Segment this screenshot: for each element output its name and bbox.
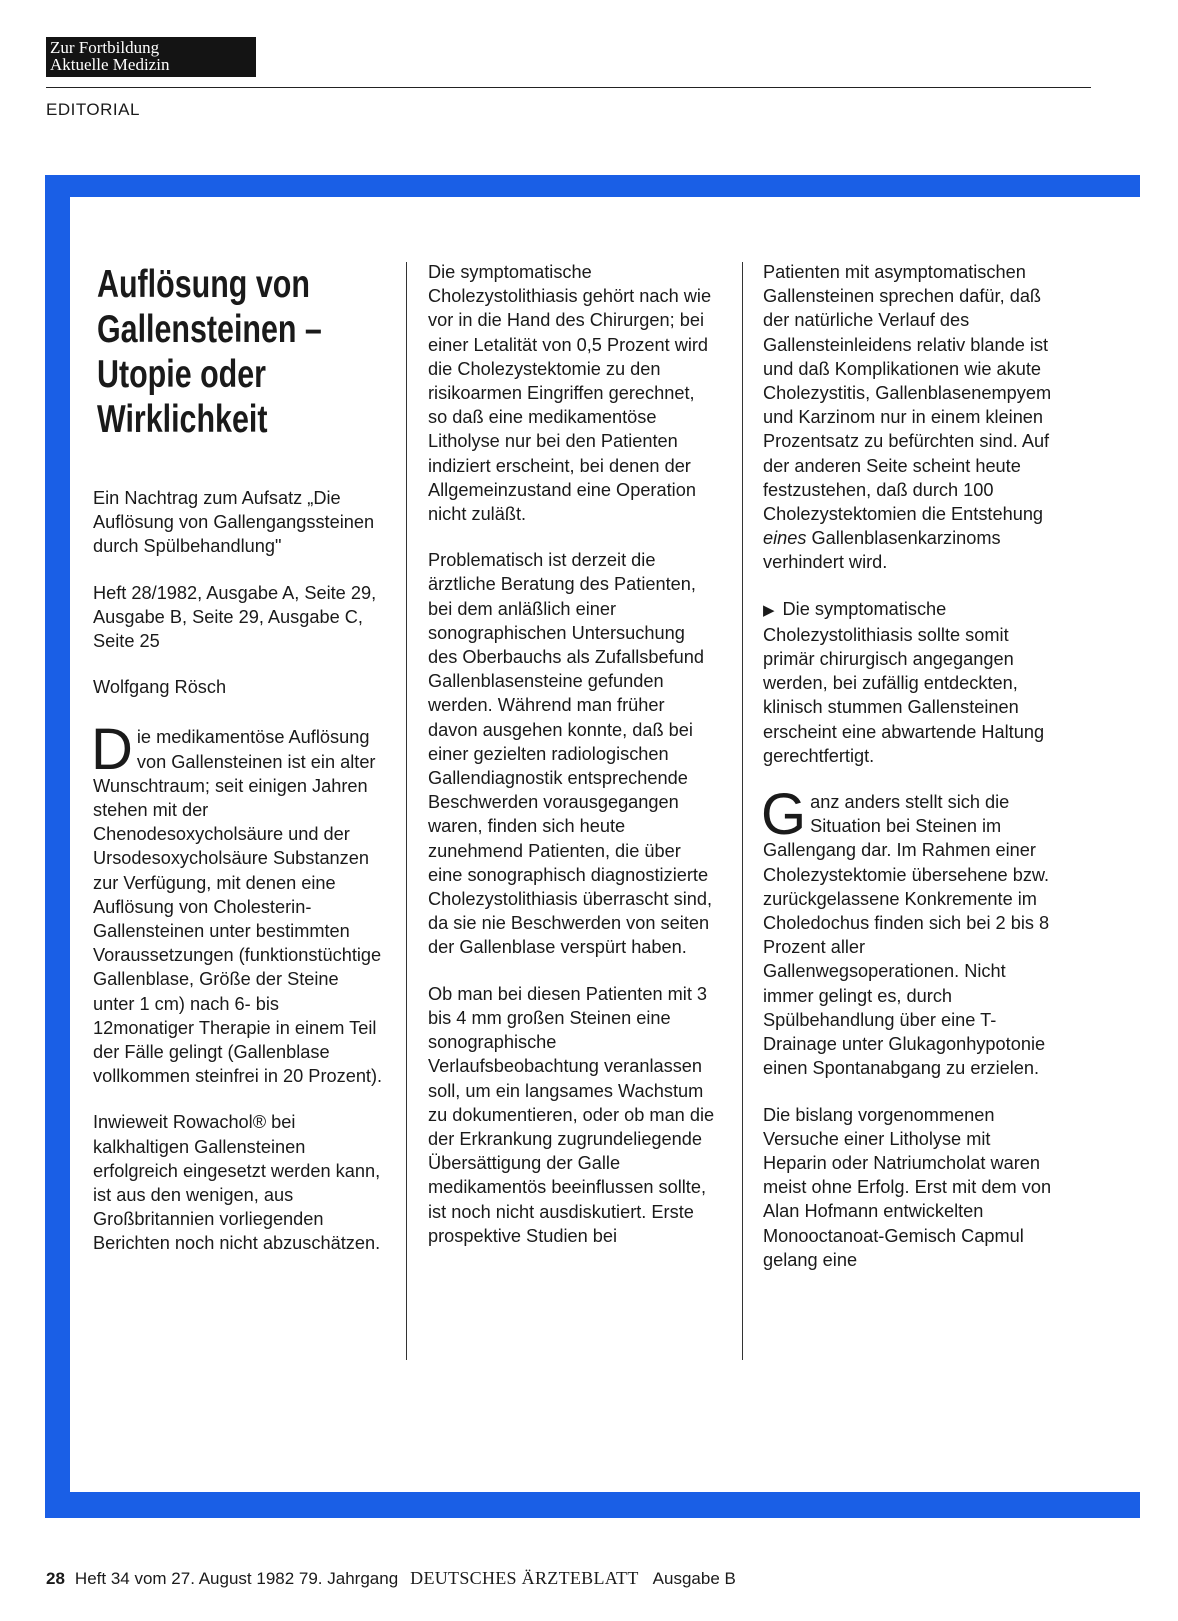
paragraph bbox=[91, 717, 385, 1088]
column-2 bbox=[428, 260, 718, 1270]
header-rule bbox=[46, 87, 1091, 88]
section-tag-line1: Zur Fortbildung bbox=[50, 38, 160, 57]
page-footer bbox=[46, 1568, 736, 1589]
paragraph: Inwieweit Rowachol® bei kalkhaltigen Gallensteinen erfolgreich eingesetzt werden kann, ist aus den wenigen, aus Großbritannien vorliegenden Berichten noch nicht abzuschätzen. bbox=[93, 1112, 381, 1254]
section-tag bbox=[46, 37, 256, 77]
column-3 bbox=[763, 260, 1055, 1294]
page-number: 28 bbox=[46, 1569, 65, 1588]
drop-cap: G bbox=[761, 782, 807, 848]
paragraph-text: Die symptomatische Cholezystolithiasis sollte somit primär chirurgisch angegangen werden, bei zufällig entdeckten, klinisch stummen Gallensteinen erscheint eine abwartende Haltung gerechtfertigt. bbox=[763, 598, 1045, 766]
emphasis: eines bbox=[763, 528, 807, 549]
column-divider-2 bbox=[742, 262, 743, 1360]
article-title: Auflösung von Gallensteinen – Utopie oder Wirklichkeit bbox=[97, 263, 322, 441]
paragraph-text: ie medikamentöse Auflösung von Gallensteinen ist ein alter Wunschtraum; seit einigen Jahren stehen mit der Chenodesoxycholsäure und der Ursodesoxycholsäure Substanzen zur Verfügung, mit denen eine Auflösung von Cholesterin-Gallensteinen unter bestimmten Voraussetzungen (funktionstüchtige Gallenblase, Größe der Steine unter 1 cm) nach 6- bis 12monatiger Therapie in einem Teil der Fälle gelingt (Gallenblase vollkommen steinfrei in 20 Prozent). bbox=[93, 727, 383, 1087]
paragraph: Die bislang vorgenommenen Versuche einer Litholyse mit Heparin oder Natriumcholat waren meist ohne Erfolg. Erst mit dem von Alan Hofmann entwickelten Monooctanoat-Gemisch Capmul gelang eine bbox=[763, 1104, 1052, 1270]
edition: Ausgabe B bbox=[652, 1569, 736, 1588]
author: Wolfgang Rösch bbox=[93, 677, 227, 698]
paragraph: Problematisch ist derzeit die ärztliche Beratung des Patienten, bei dem anläßlich einer sonographischen Untersuchung des Oberbauchs als Zufallsbefund Gallenblasensteine gefunden werden. Während man früher davon ausgehen konnte, daß bei einer gezielten radiologischen Gallendiagnostik entsprechende Beschwerden vorausgegangen waren, finden sich heute zunehmend Patienten, die über eine sonographisch diagnostizierte Cholezystolithiasis überrascht sind, da sie nie Beschwerden von seiten der Gallenblase verspürt haben. bbox=[428, 550, 713, 958]
paragraph bbox=[763, 597, 1055, 768]
drop-cap: D bbox=[91, 717, 133, 783]
paragraph: Die symptomatische Cholezystolithiasis gehört nach wie vor in die Hand des Chirurgen; bei einer Letalität von 0,5 Prozent wird die Cholezystektomie zu den risikoarmen Eingriffen gerechnet, so daß eine medikamentöse Litholyse nur bei den Patienten indiziert erscheint, bei denen der Allgemeinzustand eine Operation nicht zuläßt. bbox=[428, 262, 712, 525]
rubric: EDITORIAL bbox=[46, 100, 140, 119]
paragraph-text: anz anders stellt sich die Situation bei Steinen im Gallengang dar. Im Rahmen einer Cholezystektomie übersehene bzw. zurückgelassene Konkremente im Choledochus finden sich bei 2 bis 8 Prozent aller Gallenwegsoperationen. Nicht immer gelingt es, durch Spülbehandlung über eine T-Drainage unter Glukagonhypotonie einen Spontanabgang zu erzielen. bbox=[763, 792, 1050, 1079]
paragraph-text: Patienten mit asymptomatischen Gallensteinen sprechen dafür, daß der natürliche Verlauf des Gallensteinleidens relativ blande ist und daß Komplikationen wie akute Cholezystitis, Gallenblasenempyem und Karzinom nur in einem kleinen Prozentsatz zu befürchten sind. Auf der anderen Seite scheint heute festzustehen, daß durch 100 Cholezystektomien die Entstehung bbox=[763, 262, 1052, 525]
reference: Heft 28/1982, Ausgabe A, Seite 29, Ausgabe B, Seite 29, Ausgabe C, Seite 25 bbox=[93, 582, 377, 652]
triangle-right-icon: ▶ bbox=[763, 601, 775, 619]
column-divider-1 bbox=[406, 262, 407, 1360]
journal-name: DEUTSCHES ÄRZTEBLATT bbox=[410, 1568, 639, 1588]
paragraph-text: Gallenblasenkarzinoms verhindert wird. bbox=[763, 528, 1001, 573]
issue-info: Heft 34 vom 27. August 1982 79. Jahrgang bbox=[74, 1569, 399, 1588]
subtitle: Ein Nachtrag zum Aufsatz „Die Auflösung von Gallengangssteinen durch Spülbehandlung" bbox=[93, 488, 375, 557]
paragraph bbox=[761, 782, 1055, 1080]
section-tag-line2: Aktuelle Medizin bbox=[50, 55, 170, 74]
paragraph bbox=[763, 260, 1055, 575]
paragraph: Ob man bei diesen Patienten mit 3 bis 4 mm großen Steinen eine sonographische Verlaufsbeobachtung veranlassen soll, um ein langsames Wachstum zu dokumentieren, oder ob man die der Erkrankung zugrundeliegende Übersättigung der Galle medikamentös beeinflussen sollte, ist noch nicht ausdiskutiert. Erste prospektive Studien bei bbox=[428, 983, 715, 1246]
column-1 bbox=[93, 486, 385, 1278]
